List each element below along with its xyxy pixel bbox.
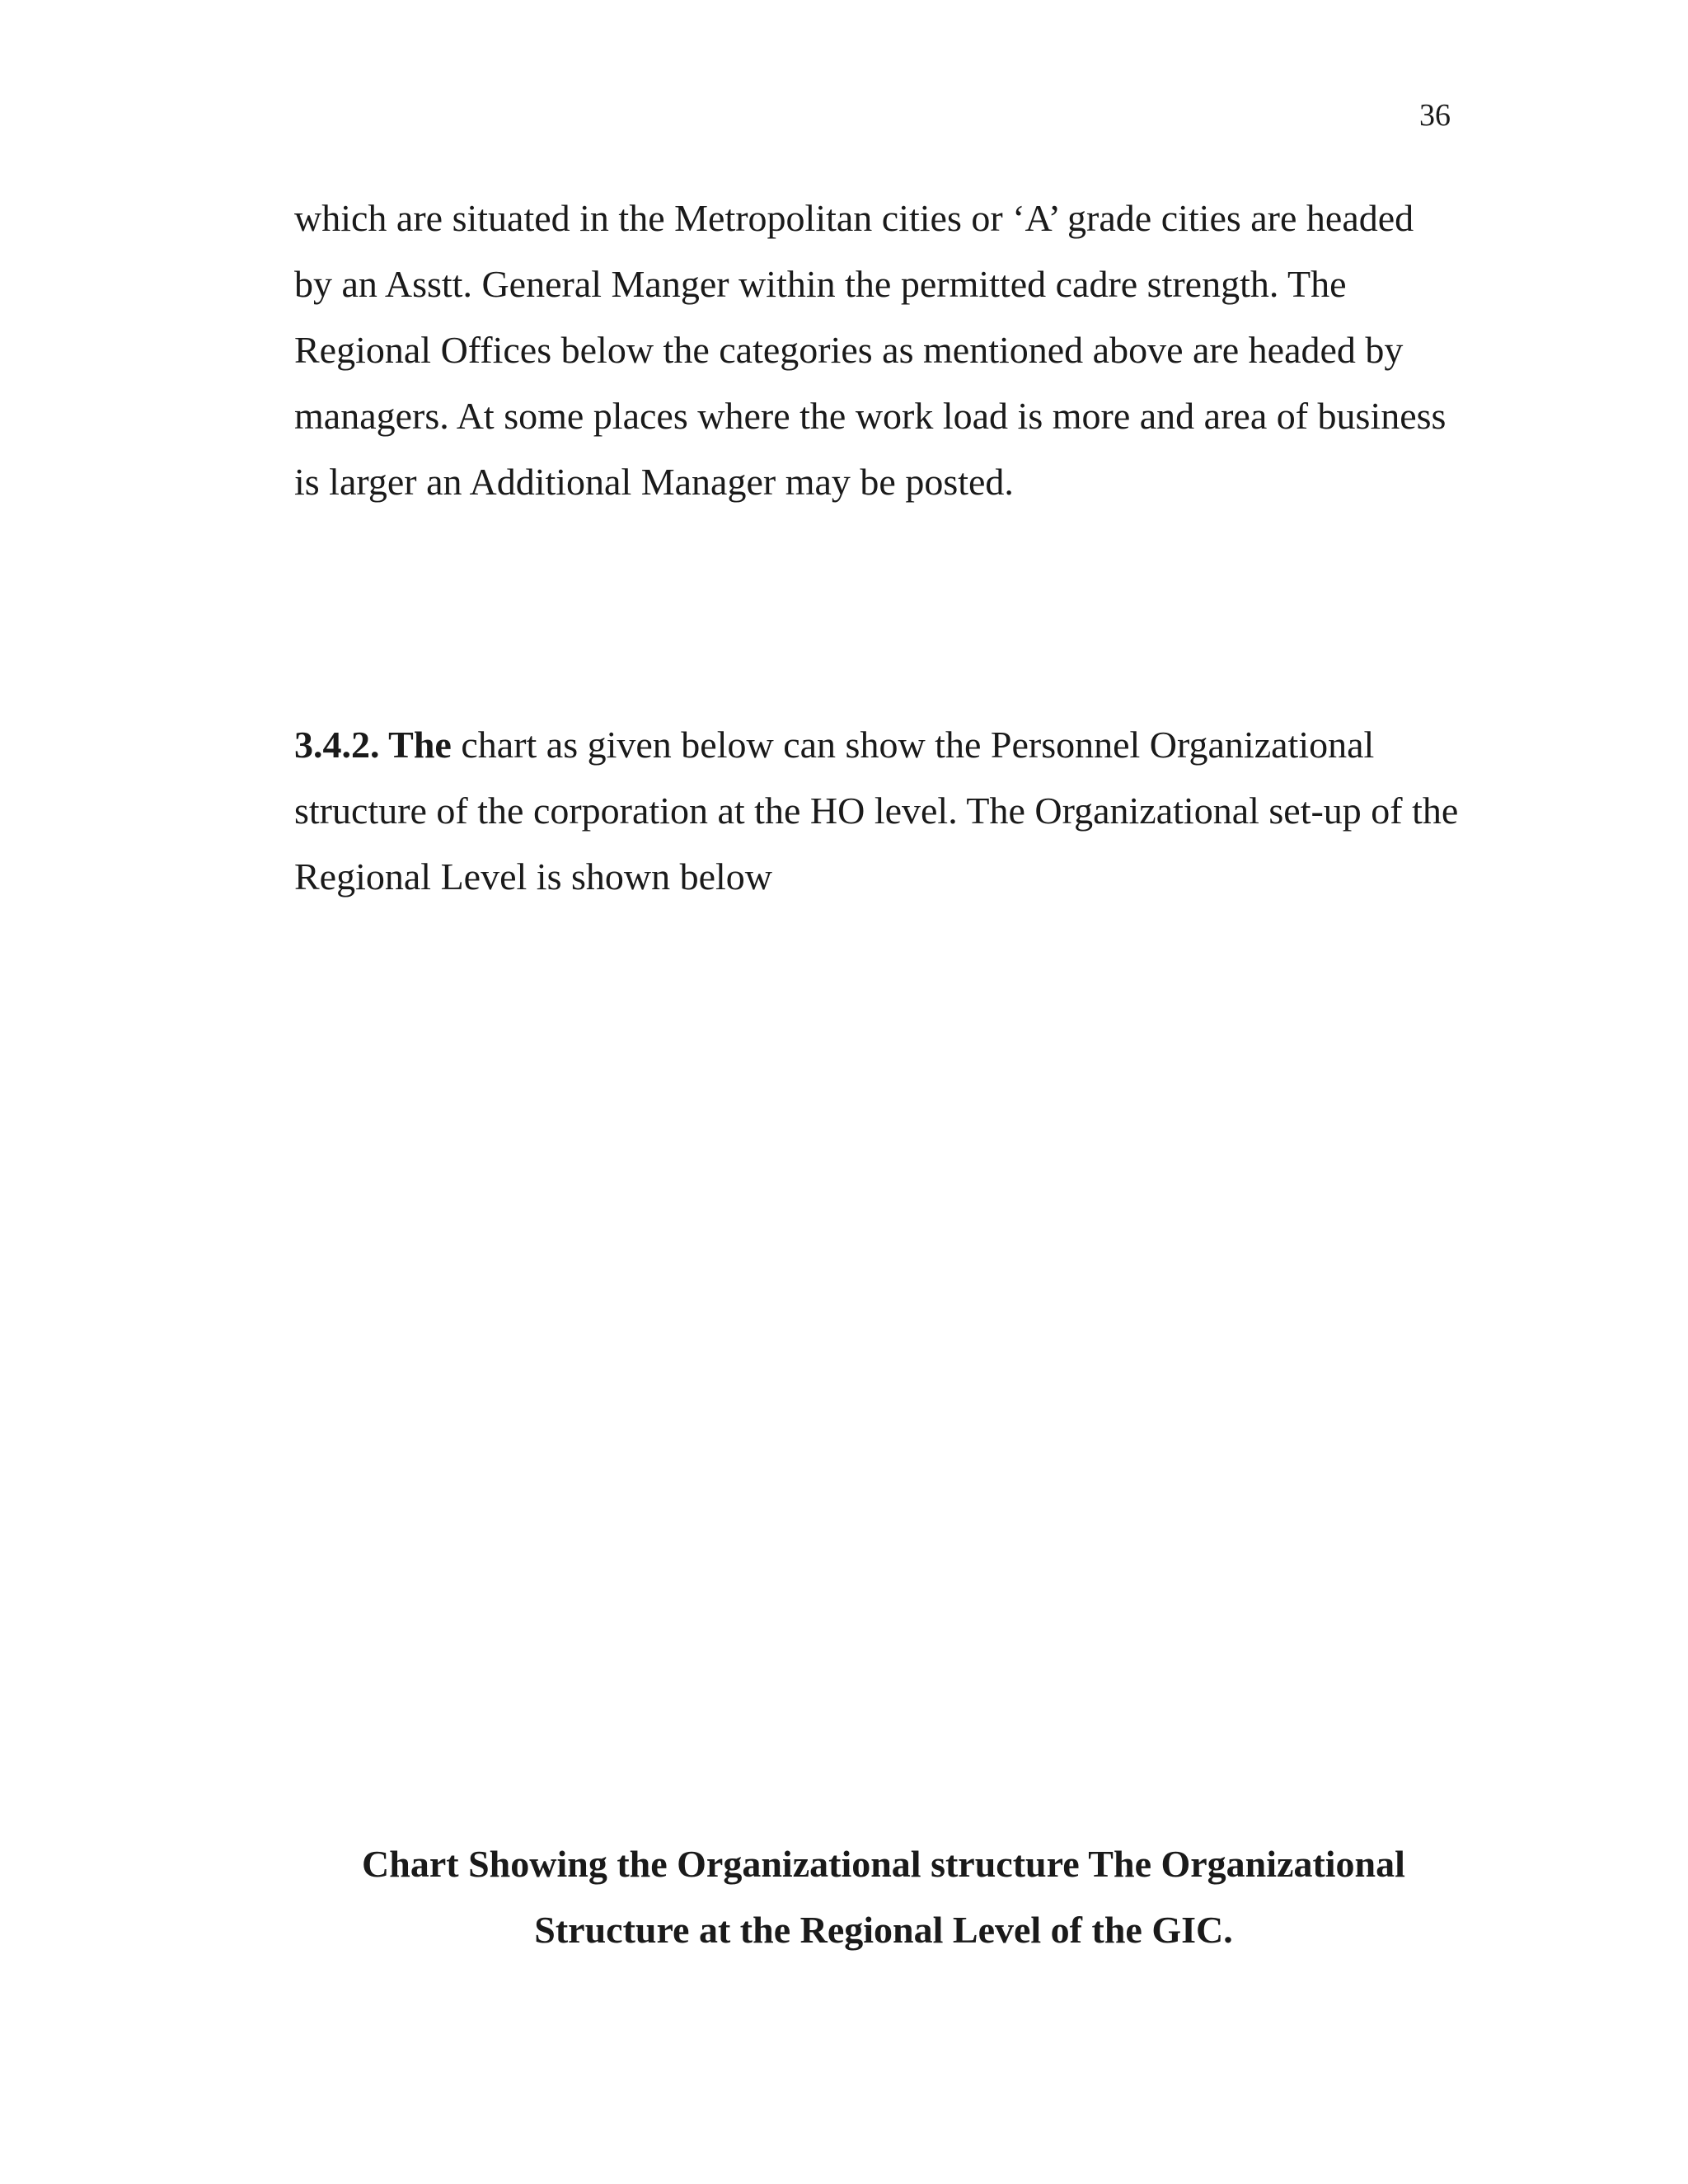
text-line: [294, 712, 1473, 778]
text-line: by an Asstt. General Manger within the permitted cadre strength. The: [294, 263, 1347, 305]
text-line: Regional Offices below the categories as mentioned above are headed by: [294, 329, 1404, 371]
text-line: is larger an Additional Manager may be posted.: [294, 461, 1014, 503]
caption-line: Structure at the Regional Level of the GIC.: [534, 1909, 1233, 1951]
text-line: structure of the corporation at the HO level. The Organizational set-up of the: [294, 790, 1459, 832]
text-line: which are situated in the Metropolitan cities or ‘A’ grade cities are headed: [294, 197, 1414, 239]
paragraph-section-3-4-2: [294, 712, 1473, 910]
section-heading: 3.4.2. The: [294, 724, 452, 766]
caption-line: Chart Showing the Organizational structure The Organizational: [362, 1843, 1405, 1885]
paragraph-regional-offices: [294, 185, 1473, 515]
page-number: 36: [1419, 98, 1451, 133]
chart-caption: [294, 1831, 1473, 1963]
section-text: chart as given below can show the Personnel Organizational: [451, 724, 1375, 766]
text-line: Regional Level is shown below: [294, 855, 773, 898]
text-line: managers. At some places where the work load is more and area of business: [294, 395, 1447, 437]
